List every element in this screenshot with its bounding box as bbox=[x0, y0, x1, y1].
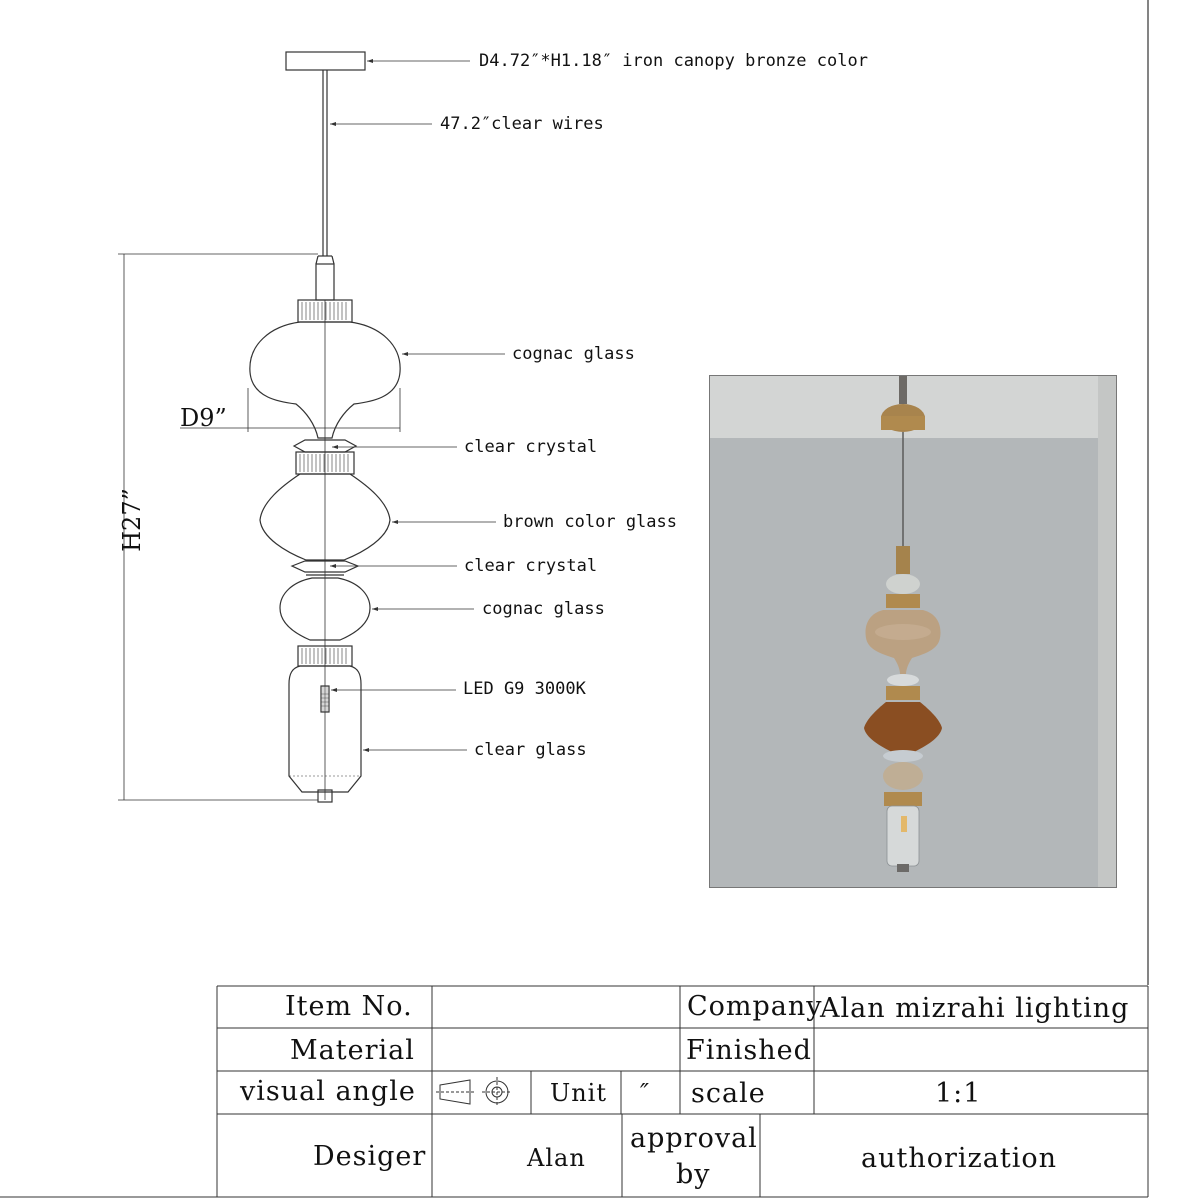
callout-canopy: D4.72″*H1.18″ iron canopy bronze color bbox=[479, 51, 868, 71]
item-no-label: Item No. bbox=[285, 991, 413, 1022]
callout-brown-glass: brown color glass bbox=[503, 512, 677, 532]
diameter-label: D9” bbox=[180, 404, 227, 432]
designer-value: Alan bbox=[527, 1144, 586, 1172]
scale-label: scale bbox=[691, 1078, 766, 1109]
callout-crystal-1: clear crystal bbox=[464, 437, 598, 457]
material-label: Material bbox=[290, 1035, 415, 1066]
company-value: Alan mizrahi lighting bbox=[820, 993, 1130, 1024]
visual-angle-label: visual angle bbox=[240, 1076, 416, 1107]
approval-label-line1: approval bbox=[630, 1123, 758, 1154]
unit-value: ″ bbox=[640, 1079, 650, 1107]
designer-label: Desiger bbox=[313, 1141, 427, 1172]
approval-label-line2: by bbox=[676, 1159, 711, 1190]
authorization-label: authorization bbox=[861, 1143, 1057, 1174]
scale-value: 1:1 bbox=[935, 1078, 982, 1109]
callout-led: LED G9 3000K bbox=[463, 679, 586, 699]
height-label: H27” bbox=[117, 488, 146, 552]
callout-cognac-top: cognac glass bbox=[512, 344, 635, 364]
projection-symbol-icon bbox=[436, 1077, 512, 1107]
callout-crystal-2: clear crystal bbox=[464, 556, 598, 576]
finished-label: Finished bbox=[686, 1035, 812, 1066]
callout-cognac-bottom: cognac glass bbox=[482, 599, 605, 619]
callout-wires: 47.2″clear wires bbox=[440, 114, 604, 134]
callout-clear-glass: clear glass bbox=[474, 740, 587, 760]
unit-label: Unit bbox=[550, 1079, 608, 1107]
company-label: Company bbox=[687, 991, 823, 1022]
